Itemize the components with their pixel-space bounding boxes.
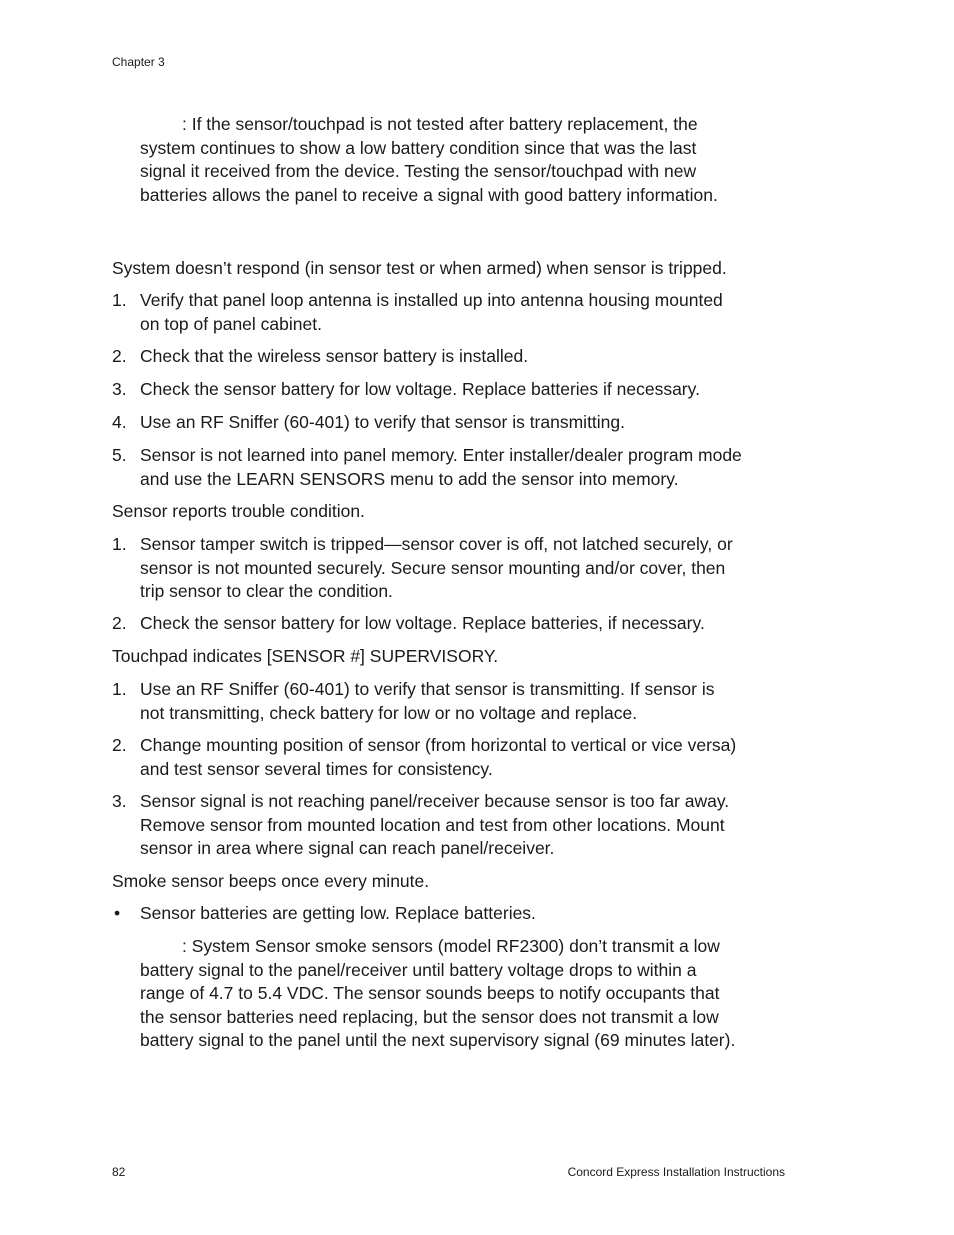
list-number: 3. <box>112 791 127 811</box>
list-number: 2. <box>112 346 127 366</box>
list-item-line: sensor is not mounted securely. Secure sensor mounting and/or cover, then <box>140 557 726 578</box>
list-item-line: Sensor is not learned into panel memory. Enter installer/dealer program mode <box>140 445 742 465</box>
note-line: signal it received from the device. Testing the sensor/touchpad with new <box>140 161 697 181</box>
list-item-line: on top of panel cabinet. <box>140 313 322 334</box>
list-item-line: Verify that panel loop antenna is installed up into antenna housing mounted <box>140 290 723 310</box>
list-number: 1. <box>112 534 127 554</box>
list-item-line: sensor in area where signal can reach panel/receiver. <box>140 838 555 858</box>
section-heading-trouble: Sensor reports trouble condition. <box>112 501 365 521</box>
bullet-icon: • <box>114 903 121 923</box>
chapter-header: Chapter 3 <box>112 55 165 69</box>
list-number: 5. <box>112 445 127 465</box>
note-line: batteries allows the panel to receive a signal with good battery information. <box>140 184 718 205</box>
list-item-line: Sensor tamper switch is tripped—sensor cover is off, not latched securely, or <box>140 534 733 554</box>
note-smoke-sensor <box>140 935 800 1053</box>
list-number: 1. <box>112 290 127 310</box>
list-item-line: Remove sensor from mounted location and test from other locations. Mount <box>140 814 725 835</box>
list-item-line: and test sensor several times for consistency. <box>140 758 493 779</box>
note-line: : If the sensor/touchpad is not tested after battery replacement, the <box>182 114 698 134</box>
list-item-line: not transmitting, check battery for low or no voltage and replace. <box>140 702 638 723</box>
list-number: 2. <box>112 613 127 633</box>
page-number: 82 <box>112 1165 126 1179</box>
note-battery-test <box>140 113 800 207</box>
section-heading-supervisory: Touchpad indicates [SENSOR #] SUPERVISORY. <box>112 646 499 666</box>
list-item-line: trip sensor to clear the condition. <box>140 581 393 601</box>
list-item-line: Change mounting position of sensor (from horizontal to vertical or vice versa) <box>140 735 737 755</box>
list-item-line: and use the LEARN SENSORS menu to add the sensor into memory. <box>140 468 679 489</box>
note-line: battery signal to the panel until the next supervisory signal (69 minutes later). <box>140 1030 736 1050</box>
list-item-line: Use an RF Sniffer (60-401) to verify that sensor is transmitting. If sensor is <box>140 679 715 699</box>
document-title: Concord Express Installation Instructions <box>567 1165 785 1179</box>
list-number: 2. <box>112 735 127 755</box>
note-line: system continues to show a low battery condition since that was the last <box>140 137 697 158</box>
note-line: range of 4.7 to 5.4 VDC. The sensor sounds beeps to notify occupants that <box>140 983 720 1003</box>
section-heading-smoke-beeps: Smoke sensor beeps once every minute. <box>112 871 430 891</box>
list-number: 4. <box>112 412 127 432</box>
section-heading-no-response: System doesn’t respond (in sensor test or when armed) when sensor is tripped. <box>112 258 727 278</box>
list-item-line: Check the sensor battery for low voltage. Replace batteries, if necessary. <box>140 613 705 633</box>
note-line: the sensor batteries need replacing, but the sensor does not transmit a low <box>140 1006 719 1027</box>
note-line: : System Sensor smoke sensors (model RF2300) don’t transmit a low <box>182 936 720 956</box>
note-line: battery signal to the panel/receiver until battery voltage drops to within a <box>140 959 697 980</box>
bullet-text: Sensor batteries are getting low. Replace batteries. <box>140 903 536 923</box>
list-number: 1. <box>112 679 127 699</box>
list-item-line: Use an RF Sniffer (60-401) to verify that sensor is transmitting. <box>140 412 626 432</box>
list-item-line: Check the sensor battery for low voltage. Replace batteries if necessary. <box>140 379 700 399</box>
list-number: 3. <box>112 379 127 399</box>
list-item-line: Check that the wireless sensor battery is installed. <box>140 346 529 366</box>
list-item-line: Sensor signal is not reaching panel/receiver because sensor is too far away. <box>140 791 730 811</box>
